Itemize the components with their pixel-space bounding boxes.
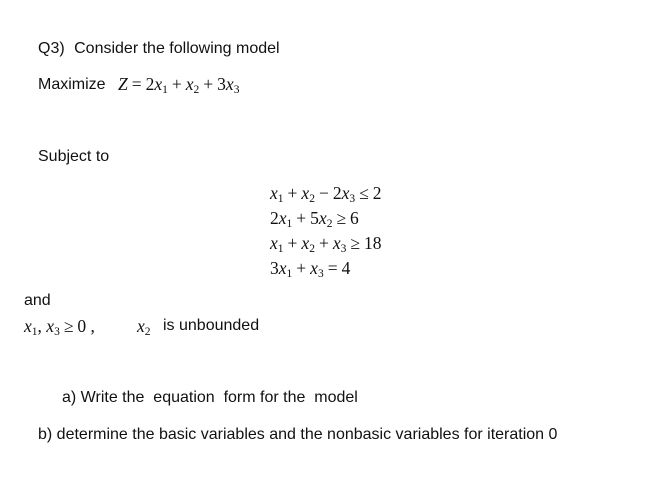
task-a: a) Write the equation form for the model <box>62 389 358 406</box>
nonnegativity-expression: $x_1$, $x_3 \ge 0$ , <box>24 316 95 338</box>
constraint-2: $2x_1 + 5x_2 \ge 6$ <box>270 208 359 230</box>
constraint-3: $x_1 + x_2 + x_3 \ge 18$ <box>270 233 382 255</box>
unbounded-text: is unbounded <box>163 317 260 334</box>
question-header <box>38 41 280 57</box>
constraint-4: $3x_1 + x_3 = 4$ <box>270 258 351 280</box>
and-label: and <box>24 292 51 309</box>
task-b: b) determine the basic variables and the nonbasic variables for iteration 0 <box>38 426 558 443</box>
objective-line <box>38 77 106 93</box>
subject-to-label: Subject to <box>38 148 110 165</box>
objective-prefix: Maximize <box>38 76 106 93</box>
question-label: Q3) <box>38 40 65 57</box>
unbounded-variable: $x_2$ <box>137 316 151 338</box>
constraint-1: $x_1 + x_2 - 2x_3 \le 2$ <box>270 183 382 205</box>
objective-expression: $Z = 2x_1 + x_2 + 3x_3$ <box>118 74 240 96</box>
question-intro: Consider the following model <box>74 40 280 57</box>
